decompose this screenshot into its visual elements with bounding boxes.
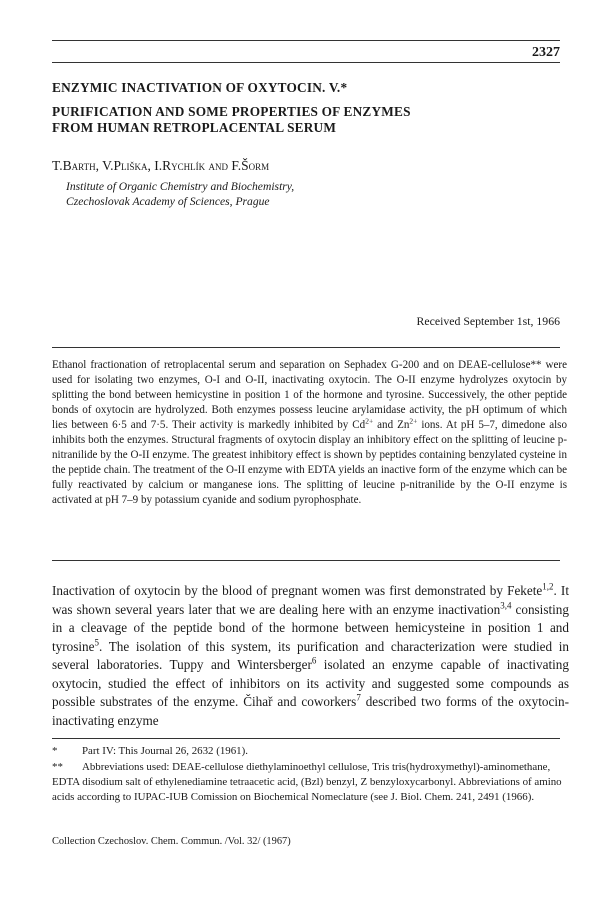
abstract-top-rule <box>52 347 560 348</box>
body-text: Inactivation of oxytocin by the blood of pregnant women was first demonstrated by Fekete$^{1,2}$. It was shown several years later that we are dealing here with an enzyme inactivation$^{3,4}$ consisting in a cleavage of the peptide bond of the hormone between hemicysteine in position 1 and tyrosine$^5$. The isolation of this system, its purification and characterization were studied in several laboratories. Tuppy and Wintersberger$^6$ isolated an enzyme capable of inactivating oxytocin, studied the effect of inhibitors on its activity and suggested some compounds as possible substrates of the enzyme. Čihař and coworkers$^7$ described two forms of the oxytocin-inactivating enzyme <box>52 581 569 728</box>
footnote-mark: ** <box>52 761 63 773</box>
abstract-bottom-rule <box>52 560 560 561</box>
authors: T.Barth, V.Pliška, I.Rychlík and F.Šorm <box>52 158 270 173</box>
abstract: Ethanol fractionation of retroplacental serum and separation on Sephadex G-200 and on DEAE-cellulose** were used for isolating two enzymes, O-I and O-II, inactivating oxytocin. The O-II enzyme hydrolyzes oxytocin by splitting the bond between hemicystine in position 1 of the hormone and tyrosine. Successively, the other peptide bonds of oxytocin are hydrolyzed. Both enzymes possess leucine arylamidase activity, the pH optimum of which lies between 6·5 and 7·5. Their activity is markedly inhibited by $Cd^{2+}$ and $Zn^{2+}$ ions. At pH 5–7, dimedone also inhibits both the enzymes. Structural fragments of oxytocin display an inhibitory effect on the splitting of leucine p-nitranilide by the O-II enzyme. The greatest inhibitory effect is shown by peptides containing benzylated cysteine in the peptide chain. The treatment of the O-II enzyme with EDTA yields an inactive form of the enzyme which can be fully reactivated by calcium or manganese ions. The splitting of leucine p-nitranilide by the O-II enzyme is activated at pH 7–9 by potassium cyanide and sodium pyrophosphate. <box>52 359 568 506</box>
article-subtitle-line2: FROM HUMAN RETROPLACENTAL SERUM <box>52 120 337 135</box>
top-rule <box>52 40 560 41</box>
footnote-2: ** Abbreviations used: DEAE-cellulose diethylaminoethyl cellulose, Tris tris(hydroxymethyl)-aminomethane, EDTA disodium salt of ethylenediamine tetraacetic acid, (Bzl) benzyl, Z benzyloxycarbonyl. Abbreviations of amino acids according to IUPAC-IUB Comission on Biochemical Nomeclature (see J. Biol. Chem. 241, 2491 (1966). <box>52 761 562 803</box>
journal-footer: Collection Czechoslov. Chem. Commun. /Vol. 32/ (1967) <box>52 836 291 847</box>
affiliation-line2: Czechoslovak Academy of Sciences, Prague <box>66 195 270 208</box>
article-title: ENZYMIC INACTIVATION OF OXYTOCIN. V.* <box>52 80 348 95</box>
article-subtitle-line1: PURIFICATION AND SOME PROPERTIES OF ENZYMES <box>52 104 411 119</box>
received-date: Received September 1st, 1966 <box>416 314 560 328</box>
header-rule <box>52 62 560 63</box>
footnote-rule <box>52 738 560 739</box>
footnote-1: * Part IV: This Journal 26, 2632 (1961). <box>52 745 248 757</box>
footnote-mark: * <box>52 745 58 757</box>
affiliation-line1: Institute of Organic Chemistry and Biochemistry, <box>66 180 295 193</box>
page-number: 2327 <box>532 45 560 60</box>
